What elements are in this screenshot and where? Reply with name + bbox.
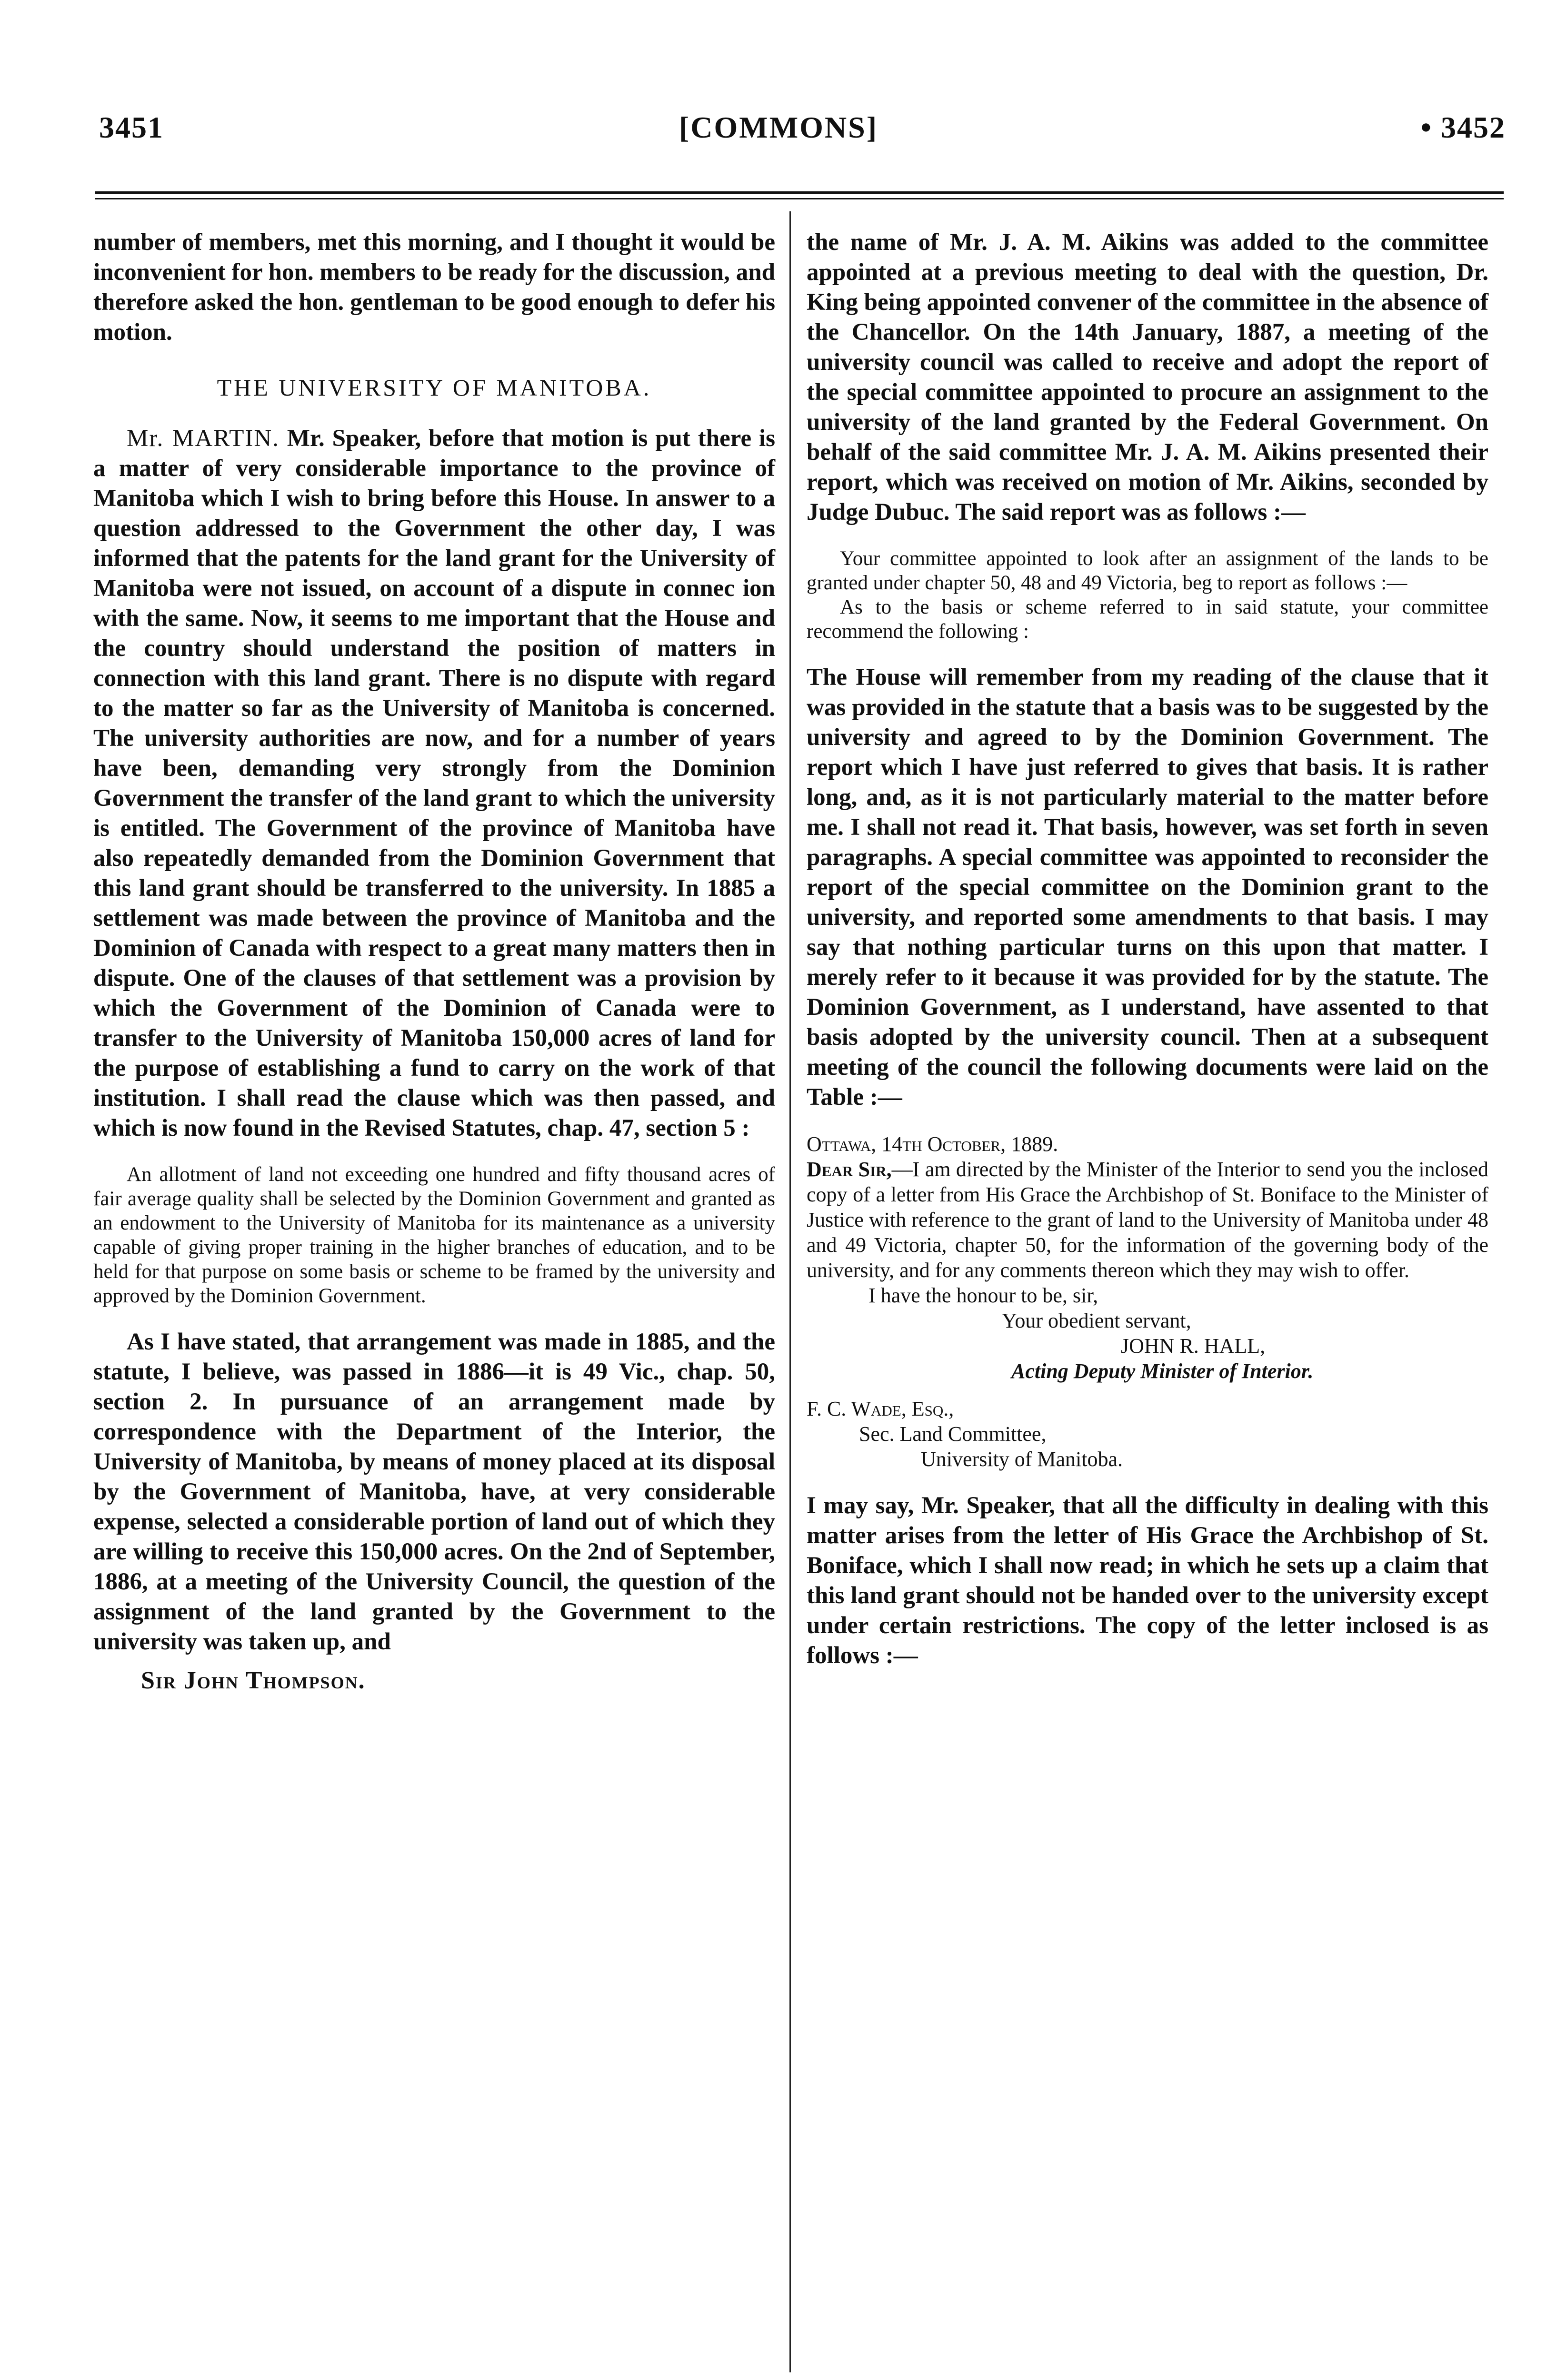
addressee-1: F. C. Wade, Esq., [807,1397,954,1420]
left-page-number: 3451 [99,110,164,144]
right-para-1: the name of Mr. J. A. M. Aikins was added to the committee appointed at a previous meeting to deal with the question, Dr. King being appointed convener of the committee in the absence of the Chancellor. On the 14th January, 1887, a meeting of the university council was called to receive and adopt the report of the special committee appointed to procure an assignment to the university of the land granted by the Federal Government. On behalf of the said committee Mr. J. A. M. Aikins presented their report, which was received on motion of Mr. Aikins, seconded by Judge Dubuc. The said report was as follows :— [807,229,1488,526]
report-quote-2: As to the basis or scheme referred to in said statute, your committee recommend the following : [807,596,1488,643]
speech-martin [93,424,775,1143]
report-quote-1: Your committee appointed to look after an assignment of the lands to be granted under chapter 50, 48 and 49 Victoria, beg to report as follows :— [807,547,1488,594]
right-para-3: I may say, Mr. Speaker, that all the difficulty in dealing with this matter arises from the letter of His Grace the Archbishop of St. Boniface, which I shall now read; in which he sets up a claim that this land grant should not be handed over to the university except under certain restrictions. The copy of the letter inclosed is as follows :— [807,1492,1488,1669]
left-para-continued: number of members, met this morning, and I thought it would be inconvenient for hon. members to be ready for the discussion, and therefore asked the hon. gentleman to be good enough to defer his motion. [93,229,775,346]
page-mark: • [1420,110,1432,144]
page-footer-speaker: Sir John Thompson. [141,1667,366,1694]
letter-signer-title: Acting Deputy Minister of Interior. [1011,1359,1314,1383]
header-rule-top [95,191,1504,194]
letter-close-1: I have the honour to be, sir, [868,1284,1098,1307]
right-para-2: The House will remember from my reading of the clause that it was provided in the statute that a basis was to be suggested by the university and agreed to by the Dominion Government. The report which I have just referred to gives that basis. It is rather long, and, as it is not particularly material to the matter before me. I shall not read it. That basis, however, was set forth in seven paragraphs. A special committee was appointed to reconsider the report of the special committee on the Dominion grant to the university, and reported some amendments to that basis. I may say that nothing particular turns on this upon that matter. I merely refer to it because it was provided for by the statute. The Dominion Government, as I understand, have assented to that basis adopted by the university council. Then at a subsequent meeting of the council the following documents were laid on the Table :— [807,664,1488,1111]
left-para-3: As I have stated, that arrangement was made in 1885, and the statute, I believe, was passed in 1886—it is 49 Vic., chap. 50, section 2. In pursuance of an arrangement made by correspondence with the Department of the Interior, the University of Manitoba, by means of money placed at its disposal by the Government of Manitoba, have, at very considerable expense, selected a considerable portion of land out of which they are willing to receive this 150,000 acres. On the 2nd of September, 1886, at a meeting of the University Council, the question of the assignment of the land granted by the Government to the university was taken up, and [93,1329,775,1655]
section-heading: THE UNIVERSITY OF MANITOBA. [217,374,652,401]
speech-text: Mr. Speaker, before that motion is put there is a matter of very considerable importance to the province of Manitoba which I wish to bring before this House. In answer to a question addressed to the Government the other day, I was informed that the patents for the land grant for the University of Manitoba were not issued, on account of a dispute in connec ion with the same. Now, it seems to me important that the House and the country should understand the position of matters in connection with this land grant. There is no dispute with regard to the matter so far as the University of Manitoba is concerned. The university authorities are now, and for a number of years have been, demanding very strongly from the Dominion Government the transfer of the land grant to which the university is entitled. The Government of the province of Manitoba have also repeatedly demanded from the Dominion Government that this land grant should be transferred to the university. In 1885 a settlement was made between the province of Manitoba and the Dominion of Canada with respect to a great many matters then in dispute. One of the clauses of that settlement was a provision by which the Government of the Dominion of Canada were to transfer to the University of Manitoba 150,000 acres of land for the purpose of establishing a fund to carry on the work of that institution. I shall read the clause which was then passed, and which is now found in the Revised Statutes, chap. 47, section 5 : [93,425,776,1141]
statute-quote: An allotment of land not exceeding one hundred and fifty thousand acres of fair average quality shall be selected by the Dominion Government and granted as an endowment to the University of Manitoba for its maintenance as a university capable of giving proper training in the higher branches of education, and to be held for that purpose on some basis or scheme to be framed by the university and approved by the Dominion Government. [93,1163,775,1307]
right-column [807,228,1488,1671]
letter-body [807,1157,1488,1283]
letter-salutation: Dear Sir, [807,1158,892,1181]
column-divider [789,211,791,2372]
right-page-number: 3452 [1441,110,1506,144]
speaker-name: Mr. MARTIN. [127,425,279,452]
letter-close-2: Your obedient servant, [1002,1309,1191,1332]
letter-text: —I am directed by the Minister of the Interior to send you the inclosed copy of a letter from His Grace the Archbishop of St. Boniface to the Minister of Justice with reference to the grant of land to the University of Manitoba under 48 and 49 Victoria, chapter 50, for the information of the governing body of the university, and for any comments thereon which they may wish to offer. [807,1158,1488,1282]
header-rule-bottom [95,198,1504,199]
addressee-2: Sec. Land Committee, [859,1422,1047,1446]
left-column [93,228,775,1695]
letter-signer: JOHN R. HALL, [1121,1334,1266,1358]
right-page-number-group [1421,112,1506,143]
letter-date: Ottawa, 14th October, 1889. [807,1132,1058,1156]
addressee-3: University of Manitoba. [921,1448,1123,1471]
running-header: [COMMONS] [679,110,878,144]
